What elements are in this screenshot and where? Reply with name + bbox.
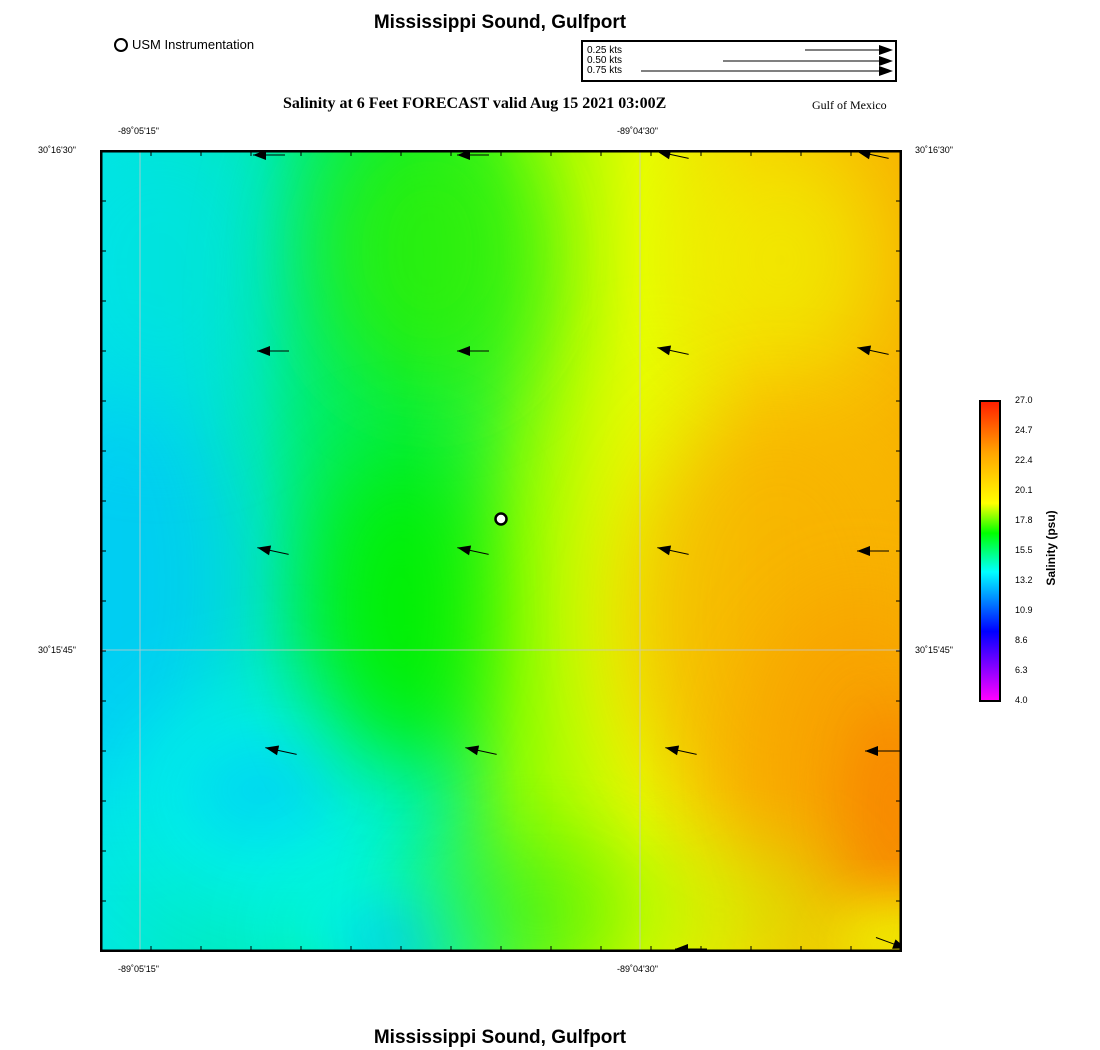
colorbar-tick-label: 22.4: [1015, 455, 1033, 465]
salinity-map: [100, 150, 902, 957]
colorbar-title: Salinity (psu): [1044, 510, 1058, 586]
station-legend: [114, 37, 254, 52]
scale-label-075: 0.75 kts: [587, 65, 623, 76]
colorbar-tick-label: 20.1: [1015, 485, 1033, 495]
lon-tick-top-2: -89˚04'30": [617, 126, 658, 136]
colorbar-tick-label: 24.7: [1015, 425, 1033, 435]
station-circle-icon: [114, 38, 128, 52]
colorbar-tick-label: 10.9: [1015, 605, 1033, 615]
lon-tick-bottom-1: -89˚05'15": [118, 964, 159, 974]
lon-tick-top-1: -89˚05'15": [118, 126, 159, 136]
lat-tick-left-1: 30˚16'30": [38, 145, 76, 155]
arrow-head-icon: [879, 45, 893, 55]
lat-tick-right-1: 30˚16'30": [915, 145, 953, 155]
colorbar-tick-label: 17.8: [1015, 515, 1033, 525]
colorbar-tick-label: 13.2: [1015, 575, 1033, 585]
colorbar-tick-label: 15.5: [1015, 545, 1033, 555]
salinity-colorbar: [979, 400, 1001, 702]
map-title-bottom: Mississippi Sound, Gulfport: [373, 1027, 627, 1048]
forecast-title: Salinity at 6 Feet FORECAST valid Aug 15 2021 03:00Z: [283, 95, 667, 112]
current-scale-legend: [581, 40, 897, 82]
lat-tick-left-2: 30˚15'45": [38, 645, 76, 655]
station-circle-icon: [496, 514, 507, 525]
scale-label-050: 0.50 kts: [587, 55, 623, 66]
map-title-top: Mississippi Sound, Gulfport: [373, 12, 627, 33]
scale-label-025: 0.25 kts: [587, 45, 623, 56]
lon-tick-bottom-2: -89˚04'30": [617, 964, 658, 974]
scale-arrows: [583, 42, 895, 80]
salinity-map-canvas: [100, 150, 902, 952]
station-legend-label: USM Instrumentation: [132, 37, 255, 52]
colorbar-tick-label: 4.0: [1015, 695, 1028, 705]
colorbar-tick-label: 6.3: [1015, 665, 1028, 675]
region-label: Gulf of Mexico: [812, 98, 887, 112]
lat-tick-right-2: 30˚15'45": [915, 645, 953, 655]
colorbar-tick-label: 27.0: [1015, 395, 1033, 405]
arrow-head-icon: [879, 66, 893, 76]
station-marker: [496, 514, 507, 525]
arrow-head-icon: [879, 56, 893, 66]
colorbar-tick-label: 8.6: [1015, 635, 1028, 645]
